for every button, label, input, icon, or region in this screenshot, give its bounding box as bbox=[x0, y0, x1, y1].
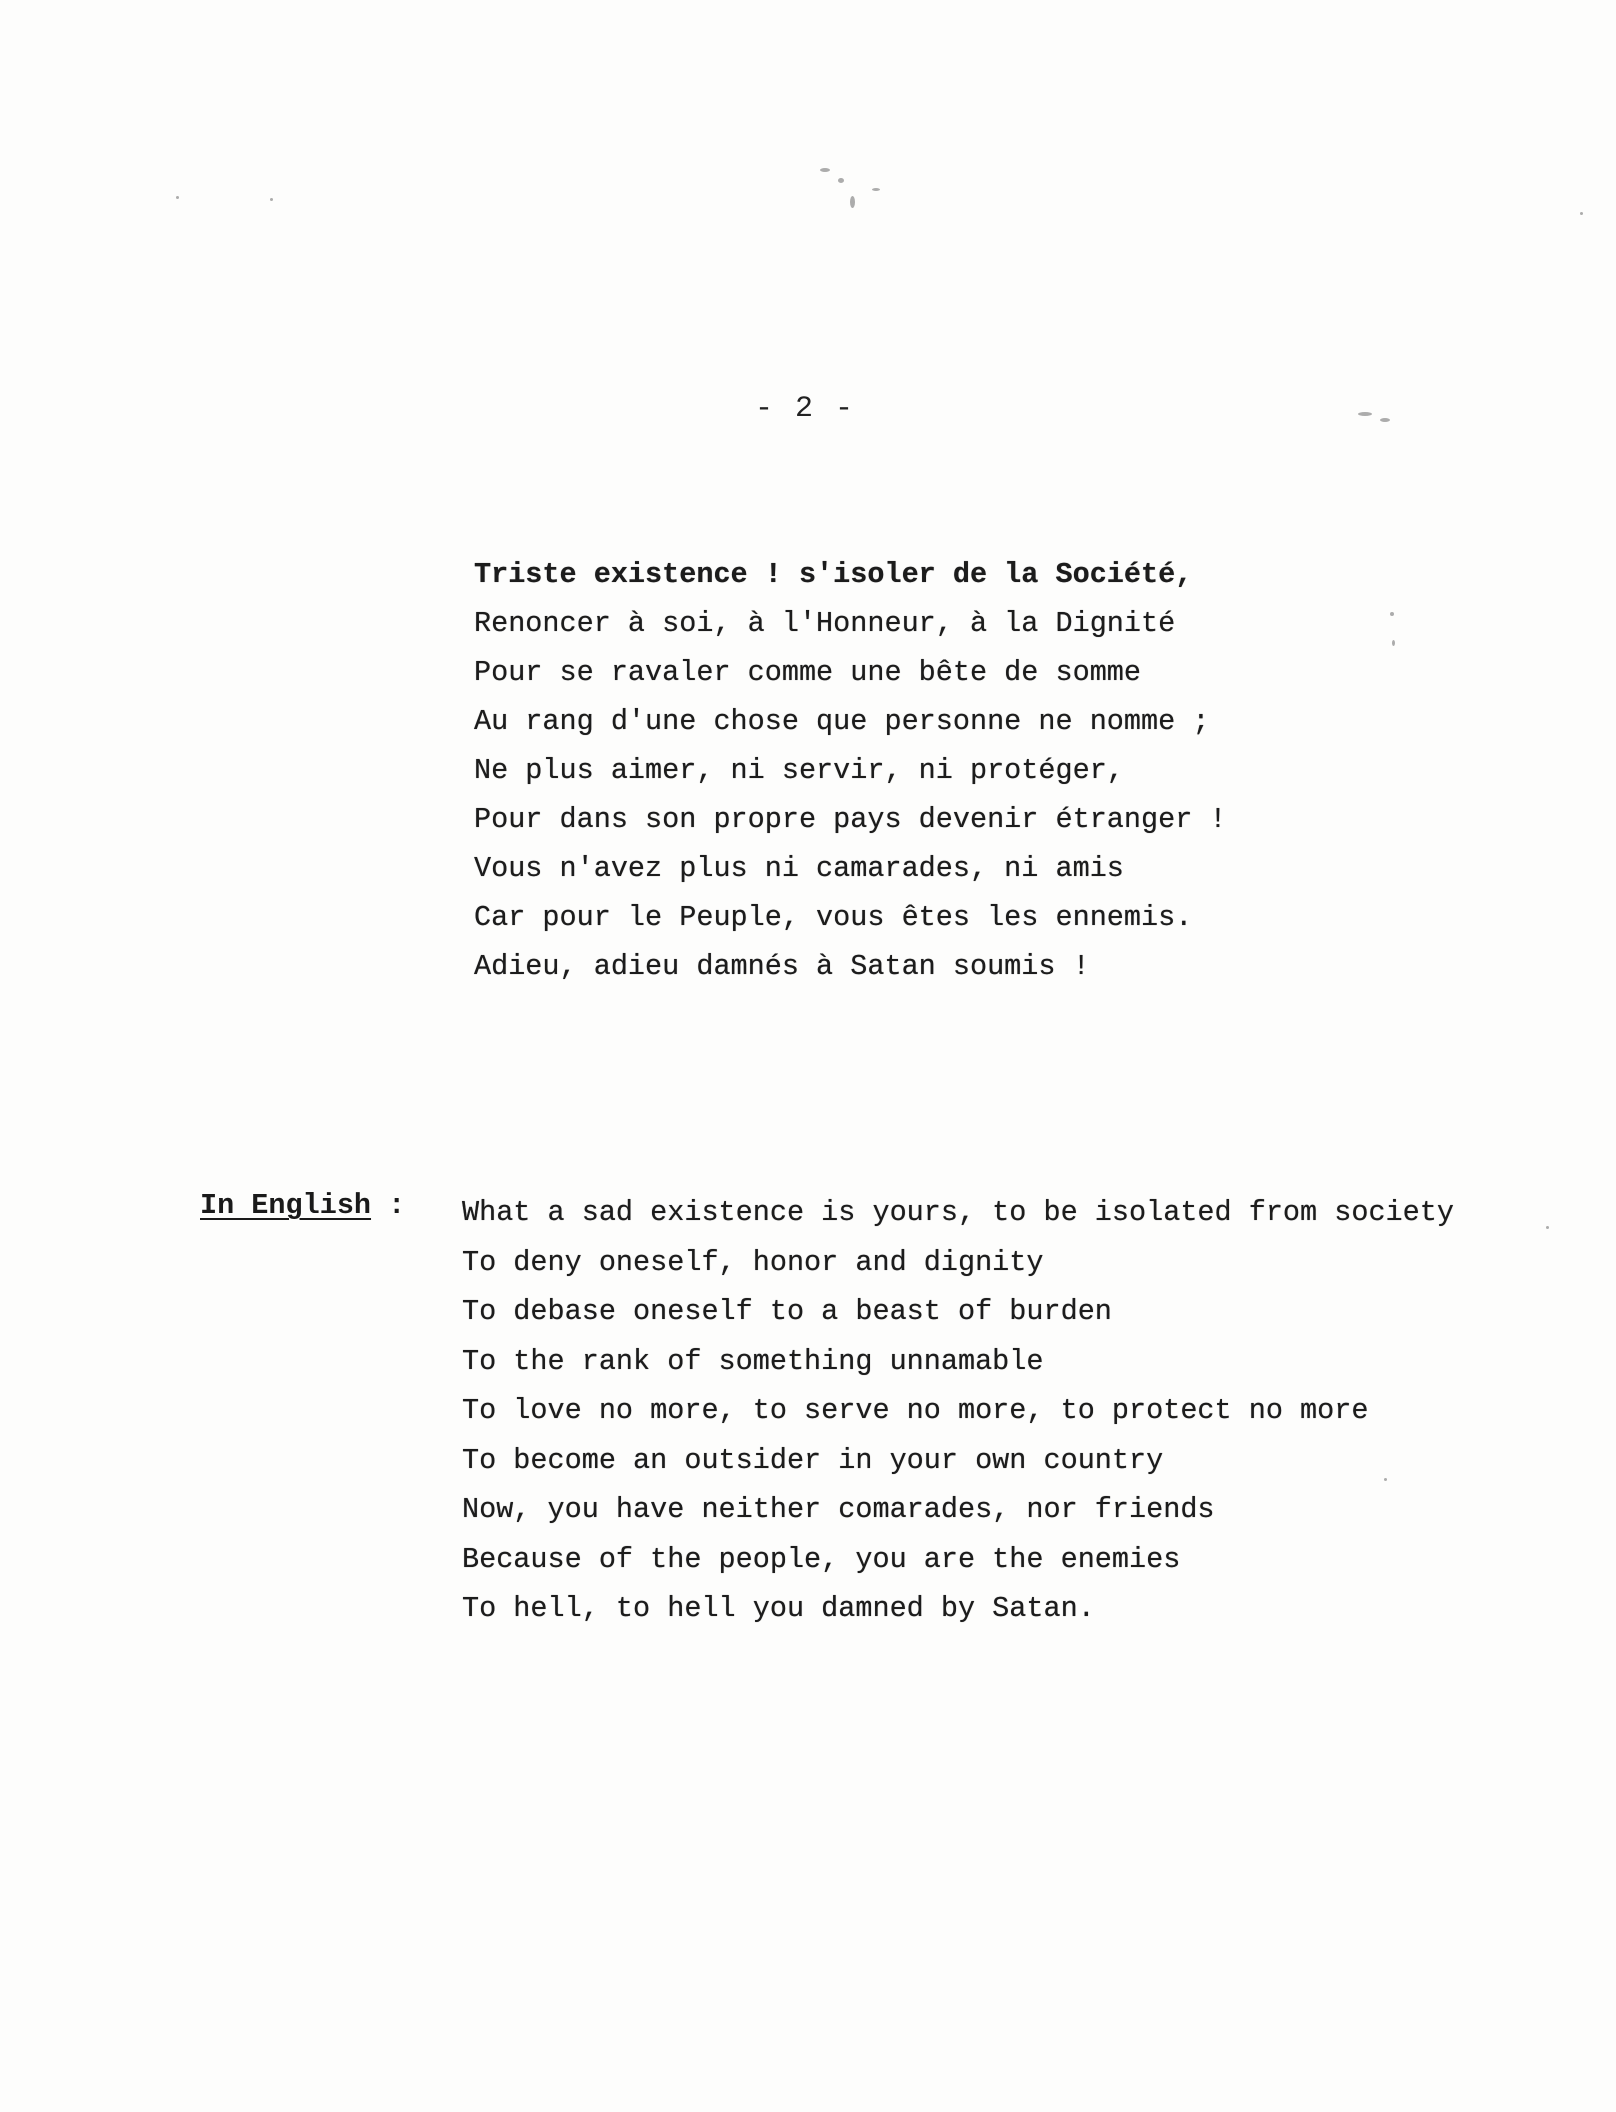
poem-line: Adieu, adieu damnés à Satan soumis ! bbox=[474, 950, 1090, 983]
translation-line: To become an outsider in your own country bbox=[462, 1443, 1164, 1477]
translation-line: To love no more, to serve no more, to protect no more bbox=[462, 1394, 1369, 1427]
scan-speck bbox=[1580, 212, 1583, 215]
poem-line: Au rang d'une chose que personne ne nomme ; bbox=[474, 705, 1210, 738]
english-translation bbox=[462, 1188, 1454, 1634]
poem-line: Renoncer à soi, à l'Honneur, à la Dignité bbox=[474, 607, 1176, 640]
scan-speck bbox=[1546, 1226, 1549, 1229]
scan-speck bbox=[838, 178, 844, 183]
poem-line: Triste existence ! s'isoler de la Société, bbox=[474, 558, 1193, 591]
scan-speck bbox=[270, 198, 273, 201]
english-label-separator: : bbox=[371, 1189, 406, 1222]
english-section-label bbox=[200, 1186, 405, 1226]
translation-line: Because of the people, you are the enemies bbox=[462, 1542, 1181, 1576]
poem-line: Car pour le Peuple, vous êtes les ennemis. bbox=[474, 901, 1193, 934]
scan-speck bbox=[1392, 640, 1395, 646]
scan-speck bbox=[1390, 612, 1394, 616]
translation-line: To deny oneself, honor and dignity bbox=[462, 1245, 1044, 1279]
poem-line: Pour se ravaler comme une bête de somme bbox=[474, 656, 1142, 689]
translation-line: To hell, to hell you damned by Satan. bbox=[462, 1592, 1095, 1625]
poem-line: Vous n'avez plus ni camarades, ni amis bbox=[474, 852, 1124, 885]
scan-speck bbox=[176, 196, 179, 199]
english-label-text: In English bbox=[200, 1189, 372, 1222]
poem-line: Ne plus aimer, ni servir, ni protéger, bbox=[474, 754, 1124, 787]
translation-line: To debase oneself to a beast of burden bbox=[462, 1295, 1112, 1328]
scan-speck bbox=[1358, 412, 1372, 416]
scan-speck bbox=[1380, 418, 1390, 422]
scan-speck bbox=[850, 196, 855, 208]
scan-speck bbox=[820, 168, 830, 172]
poem-line: Pour dans son propre pays devenir étranger ! bbox=[474, 803, 1227, 836]
translation-line: What a sad existence is yours, to be isolated from society bbox=[462, 1196, 1454, 1229]
translation-line: To the rank of something unnamable bbox=[462, 1344, 1044, 1378]
scan-speck bbox=[872, 188, 880, 191]
page-number: - 2 - bbox=[755, 392, 856, 426]
translation-line: Now, you have neither comarades, nor friends bbox=[462, 1493, 1215, 1526]
french-poem bbox=[474, 550, 1227, 991]
